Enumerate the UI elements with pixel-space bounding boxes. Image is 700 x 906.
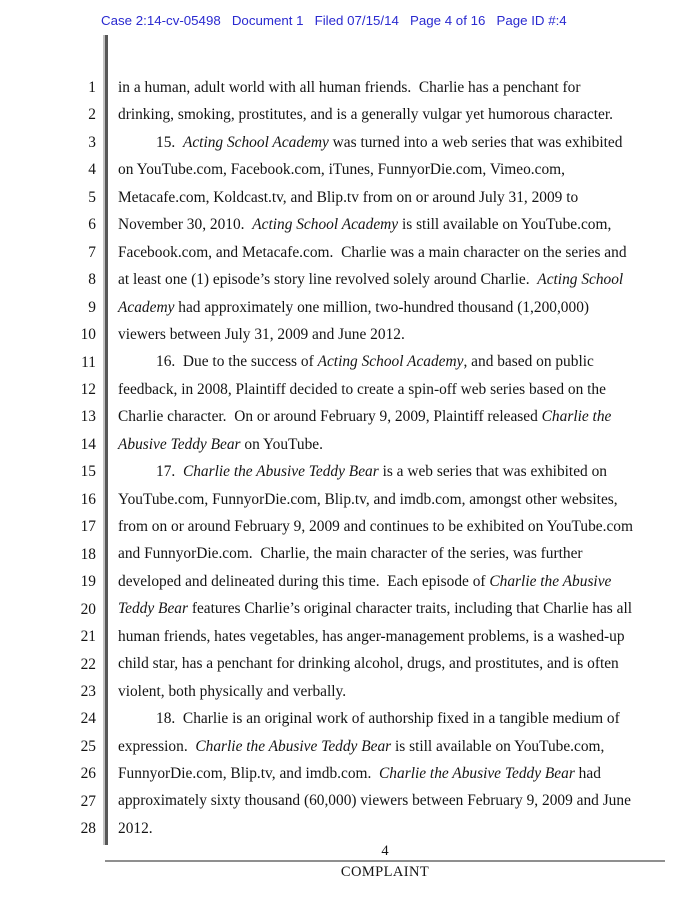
text-segment: at least one (1) episode’s story line revolved solely around Charlie. (118, 271, 538, 289)
text-segment: is still available on YouTube.com, (391, 737, 605, 755)
text-segment: 2012. (118, 819, 153, 837)
text-segment: had approximately one million, two-hundred thousand (1,200,000) (174, 298, 590, 316)
line-number: 14 (80, 435, 96, 453)
italic-text-segment: Acting School (537, 271, 624, 289)
text-line (118, 376, 693, 403)
text-line (118, 101, 693, 128)
text-segment: Charlie character. On or around February 9, 2009, Plaintiff released (118, 408, 542, 426)
pleading-paper-rule (103, 35, 108, 845)
text-segment: features Charlie’s original character traits, including that Charlie has all (187, 600, 632, 618)
case-stamp: Case 2:14-cv-05498 Document 1 Filed 07/15/14 Page 4 of 16 Page ID #:4 (101, 13, 567, 28)
italic-text-segment: Charlie the Abusive Teddy Bear (182, 463, 379, 481)
text-segment: and FunnyorDie.com. Charlie, the main character of the series, was further (118, 545, 583, 563)
text-segment: in a human, adult world with all human friends. Charlie has a penchant for (118, 79, 581, 96)
line-number: 9 (88, 298, 96, 316)
text-line (118, 266, 693, 293)
text-line (118, 211, 693, 238)
text-line (118, 486, 693, 513)
text-line (118, 568, 693, 595)
line-number: 2 (88, 106, 96, 124)
italic-text-segment: Acting School Academy (317, 353, 464, 371)
text-segment: from on or around February 9, 2009 and continues to be exhibited on YouTube.com (118, 518, 633, 535)
italic-text-segment: Charlie the Abusive Teddy Bear (195, 737, 392, 755)
text-segment: , and based on public (463, 353, 594, 371)
line-number: 19 (80, 573, 96, 591)
text-segment: on YouTube.com, Facebook.com, iTunes, FunnyorDie.com, Vimeo.com, (118, 161, 565, 179)
line-number: 24 (80, 710, 96, 728)
text-line (118, 321, 693, 348)
line-number: 21 (80, 628, 96, 646)
line-number: 23 (80, 682, 96, 700)
text-line (118, 129, 693, 156)
text-line (118, 787, 693, 814)
text-segment: human friends, hates vegetables, has anger-management problems, is a washed-up (118, 627, 625, 645)
italic-text-segment: Abusive Teddy Bear (118, 435, 241, 453)
italic-text-segment: Academy (118, 298, 175, 316)
text-line (118, 540, 693, 567)
line-number: 4 (88, 161, 96, 179)
line-number: 5 (88, 188, 96, 206)
italic-text-segment: Charlie the Abusive (489, 572, 612, 590)
text-segment: child star, has a penchant for drinking alcohol, drugs, and prostitutes, and is often (118, 655, 619, 673)
text-segment: feedback, in 2008, Plaintiff decided to create a spin-off web series based on the (118, 380, 606, 398)
line-number: 15 (80, 463, 96, 481)
text-segment: is a web series that was exhibited on (378, 463, 607, 481)
line-number: 3 (88, 133, 96, 151)
line-number: 25 (80, 737, 96, 755)
text-line (118, 513, 693, 540)
text-segment: approximately sixty thousand (60,000) viewers between February 9, 2009 and June (118, 792, 631, 810)
line-number: 6 (88, 216, 96, 234)
text-line (118, 294, 693, 321)
line-number: 27 (80, 792, 96, 810)
line-number: 11 (81, 353, 96, 371)
text-line (118, 815, 693, 842)
line-number: 13 (80, 408, 96, 426)
text-segment: 15. (156, 133, 183, 151)
italic-text-segment: Acting School Academy (252, 216, 399, 234)
line-number: 10 (80, 326, 96, 344)
text-segment: developed and delineated during this time. Each episode of (118, 572, 490, 590)
line-number: 16 (80, 490, 96, 508)
line-number: 12 (80, 380, 96, 398)
text-segment: violent, both physically and verbally. (118, 682, 347, 700)
text-line (118, 431, 693, 458)
line-number: 1 (88, 79, 96, 96)
text-line (118, 705, 693, 732)
text-segment: Metacafe.com, Koldcast.tv, and Blip.tv from on or around July 31, 2009 to (118, 188, 579, 206)
text-segment: was turned into a web series that was exhibited (328, 133, 623, 151)
text-segment: had (574, 764, 601, 782)
text-segment: expression. (118, 737, 196, 755)
italic-text-segment: Teddy Bear (118, 600, 188, 618)
text-line (118, 184, 693, 211)
line-number: 28 (80, 820, 96, 838)
page-number: 4 (381, 843, 389, 859)
text-segment: November 30, 2010. (118, 216, 253, 234)
text-line (118, 239, 693, 266)
text-line (118, 678, 693, 705)
text-segment: on YouTube. (240, 435, 323, 453)
text-line (118, 403, 693, 430)
italic-text-segment: Charlie the Abusive Teddy Bear (379, 764, 575, 782)
body-lines (118, 74, 693, 842)
italic-text-segment: Charlie the (541, 408, 612, 426)
footer-title: COMPLAINT (340, 864, 430, 880)
footer-rule (105, 860, 665, 862)
text-segment: drinking, smoking, prostitutes, and is a generally vulgar yet humorous character. (118, 106, 613, 124)
text-segment: Facebook.com, and Metacafe.com. Charlie was a main character on the series and (118, 243, 627, 261)
line-numbers (0, 74, 96, 843)
text-segment: is still available on YouTube.com, (398, 216, 612, 234)
text-line (118, 458, 693, 485)
line-number: 18 (80, 545, 96, 563)
text-line (118, 595, 693, 622)
text-segment: 16. Due to the success of (156, 353, 318, 371)
line-number: 20 (80, 600, 96, 618)
text-line (118, 74, 693, 101)
text-line (118, 348, 693, 375)
text-segment: YouTube.com, FunnyorDie.com, Blip.tv, and imdb.com, amongst other websites, (118, 490, 618, 508)
line-number: 17 (80, 518, 96, 536)
text-segment: FunnyorDie.com, Blip.tv, and imdb.com. (118, 764, 380, 782)
text-segment: viewers between July 31, 2009 and June 2012. (118, 325, 405, 343)
text-line (118, 156, 693, 183)
line-number: 7 (88, 243, 96, 261)
text-line (118, 760, 693, 787)
text-line (118, 733, 693, 760)
text-line (118, 623, 693, 650)
text-line (118, 650, 693, 677)
line-number: 8 (88, 271, 96, 289)
line-number: 22 (80, 655, 96, 673)
italic-text-segment: Acting School Academy (182, 133, 329, 151)
text-segment: 17. (156, 463, 183, 481)
line-number: 26 (80, 765, 96, 783)
text-segment: 18. Charlie is an original work of authorship fixed in a tangible medium of (156, 710, 620, 728)
